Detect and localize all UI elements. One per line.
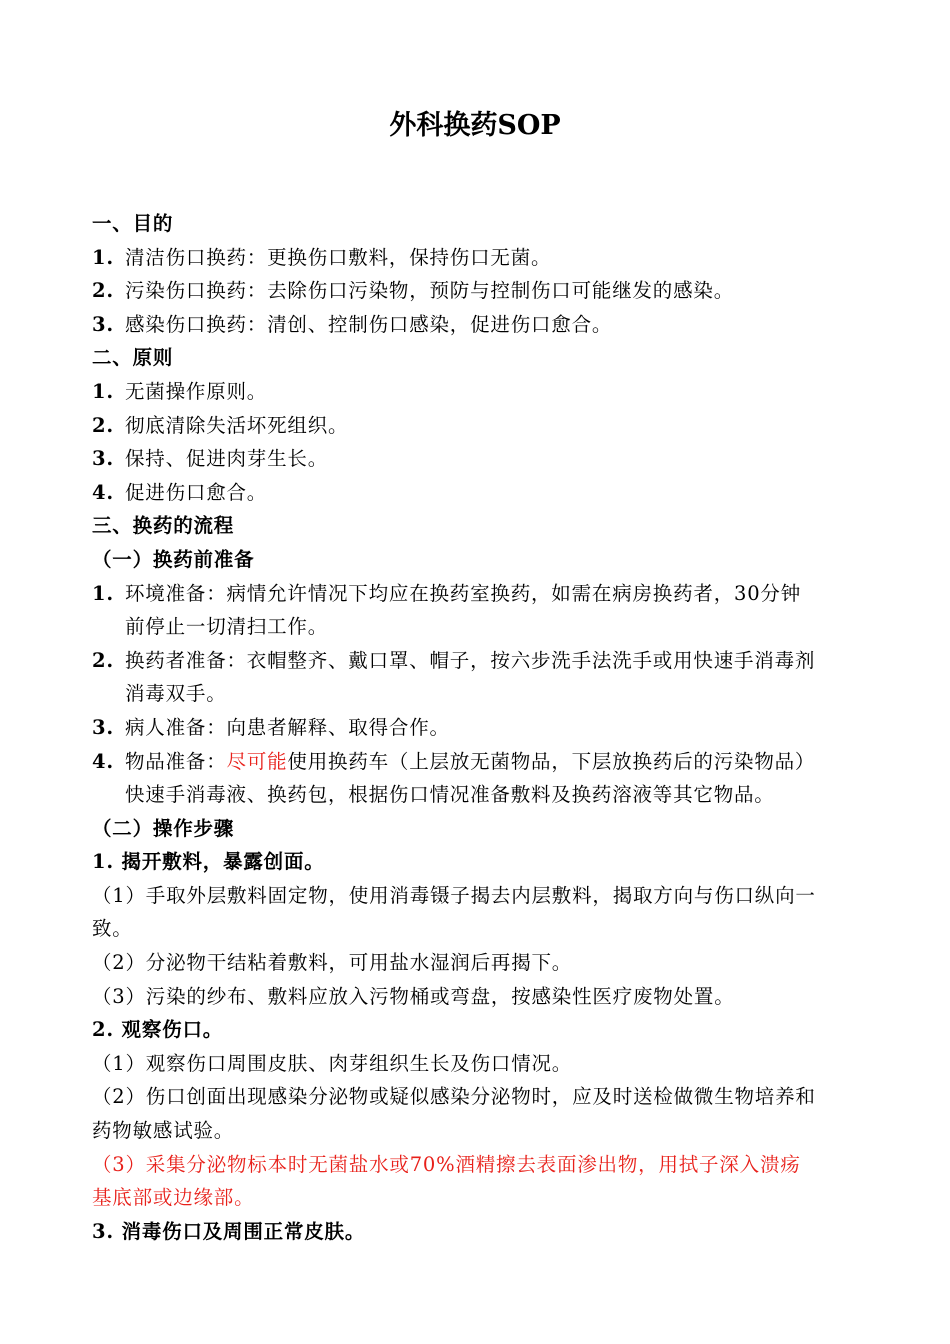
item-text: 感染伤口换药：清创、控制伤口感染，促进伤口愈合。: [125, 312, 613, 336]
item-number: 1.: [92, 245, 114, 269]
step-detail-continuation: 致。: [92, 917, 133, 941]
item-number: 3.: [92, 312, 114, 336]
item-text: 环境准备：病情允许情况下均应在换药室换药，如需在病房换药者，30分钟: [125, 581, 802, 605]
item-number: 1.: [92, 379, 114, 403]
section-heading-purpose: 一、目的: [92, 212, 174, 235]
item-continuation: 快速手消毒液、换药包，根据伤口情况准备敷料及换药溶液等其它物品。: [125, 783, 775, 807]
item-number: 3.: [92, 715, 114, 739]
step-detail: （3）污染的纱布、敷料应放入污物桶或弯盘，按感染性医疗废物处置。: [92, 984, 735, 1008]
list-item: [92, 577, 862, 611]
item-number: 2.: [92, 648, 114, 672]
document-body: [92, 207, 862, 1248]
step-detail-highlighted: （3）采集分泌物标本时无菌盐水或70%酒精擦去表面渗出物，用拭子深入溃疡: [92, 1152, 801, 1176]
step-detail: （2）伤口创面出现感染分泌物或疑似感染分泌物时，应及时送检做微生物培养和: [92, 1085, 816, 1109]
item-text: 促进伤口愈合。: [125, 480, 268, 504]
item-number: 4.: [92, 749, 114, 773]
step-detail: （1）观察伤口周围皮肤、肉芽组织生长及伤口情况。: [92, 1051, 573, 1075]
item-text: 病人准备：向患者解释、取得合作。: [125, 715, 450, 739]
item-text: 彻底清除失活坏死组织。: [125, 413, 349, 437]
item-number: 2.: [92, 279, 114, 303]
list-item: [92, 274, 862, 308]
section-heading-process: 三、换药的流程: [92, 514, 235, 538]
step-detail: （2）分泌物干结粘着敷料，可用盐水湿润后再揭下。: [92, 951, 573, 975]
list-item: [92, 476, 862, 510]
item-continuation: 消毒双手。: [125, 682, 227, 706]
list-item: [92, 711, 862, 745]
step-title: 1. 揭开敷料，暴露创面。: [92, 850, 325, 874]
subsection-heading-preparation: （一）换药前准备: [92, 547, 255, 571]
list-item: [92, 644, 862, 678]
item-number: 3.: [92, 447, 114, 471]
list-item: [92, 241, 862, 275]
item-number: 4.: [92, 480, 114, 504]
item-continuation: 前停止一切清扫工作。: [125, 615, 329, 639]
step-title: 3. 消毒伤口及周围正常皮肤。: [92, 1219, 366, 1243]
item-text: 无菌操作原则。: [125, 379, 268, 403]
item-text: 清洁伤口换药：更换伤口敷料，保持伤口无菌。: [125, 245, 552, 269]
list-item: [92, 375, 862, 409]
list-item: [92, 745, 862, 779]
highlight-text: 尽可能: [226, 749, 288, 773]
item-text: 使用换药车（上层放无菌物品，下层放换药后的污染物品）: [287, 749, 816, 773]
item-number: 1.: [92, 581, 114, 605]
document-title: 外科换药SOP: [389, 110, 561, 141]
step-detail: （1）手取外层敷料固定物，使用消毒镊子揭去内层敷料，揭取方向与伤口纵向一: [92, 883, 816, 907]
list-item: [92, 308, 862, 342]
subsection-heading-steps: （二）操作步骤: [92, 816, 235, 840]
item-number: 2.: [92, 413, 114, 437]
list-item: [92, 409, 862, 443]
item-text: 保持、促进肉芽生长。: [125, 447, 329, 471]
section-heading-principles: 二、原则: [92, 346, 174, 370]
step-detail-continuation: 药物敏感试验。: [92, 1119, 235, 1143]
step-detail-highlighted-continuation: 基底部或边缘部。: [92, 1186, 255, 1210]
list-item: [92, 442, 862, 476]
step-title: 2. 观察伤口。: [92, 1018, 224, 1042]
item-text: 污染伤口换药：去除伤口污染物，预防与控制伤口可能继发的感染。: [125, 279, 735, 303]
item-text: 换药者准备：衣帽整齐、戴口罩、帽子，按六步洗手法洗手或用快速手消毒剂: [125, 648, 816, 672]
item-prefix: 物品准备：: [125, 749, 227, 773]
